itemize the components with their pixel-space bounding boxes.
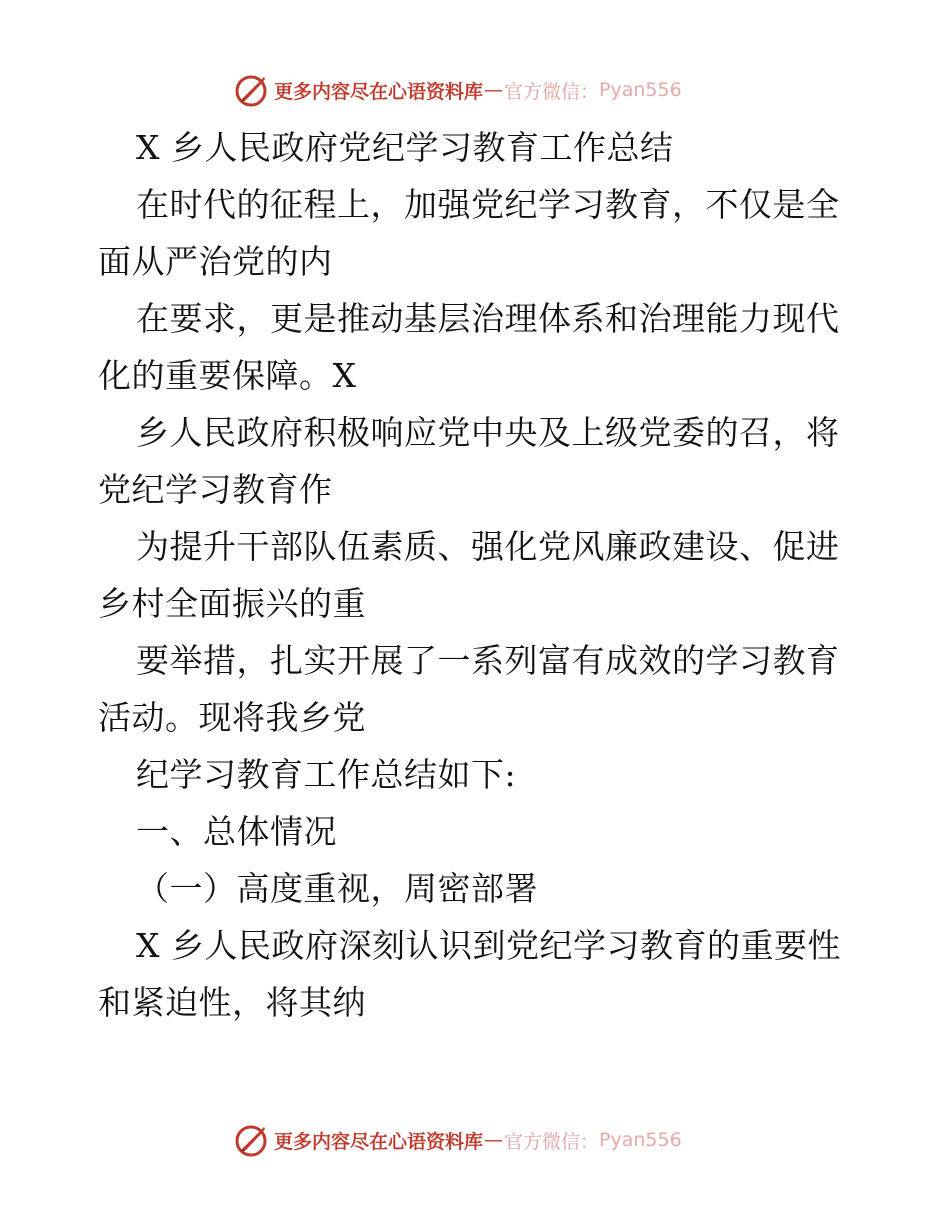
subsection-heading: （一）高度重视，周密部署 bbox=[136, 869, 538, 908]
paragraph-line: 在时代的征程上，加强党纪学习教育，不仅是全 bbox=[136, 185, 840, 224]
banner-dash: — bbox=[484, 79, 504, 101]
paragraph-line: X 乡人民政府深刻认识到党纪学习教育的重要性 bbox=[136, 926, 841, 965]
banner-wechat-account: Pyan556 bbox=[599, 79, 682, 101]
document-title: X 乡人民政府党纪学习教育工作总结 bbox=[136, 128, 674, 167]
footer-banner bbox=[234, 1122, 682, 1158]
paragraph-line: 纪学习教育工作总结如下: bbox=[136, 755, 517, 794]
header-banner bbox=[234, 72, 682, 108]
banner-wechat-account: Pyan556 bbox=[599, 1129, 682, 1151]
paragraph-line: 和紧迫性，将其纳 bbox=[98, 983, 366, 1022]
banner-wechat-label: 官方微信： bbox=[504, 80, 600, 103]
paragraph-line: 在要求，更是推动基层治理体系和治理能力现代 bbox=[136, 299, 840, 338]
paragraph-line: 乡村全面振兴的重 bbox=[98, 584, 366, 623]
section-heading: 一、总体情况 bbox=[136, 812, 337, 851]
pen-logo-icon bbox=[234, 72, 270, 108]
pen-logo-icon bbox=[234, 1122, 270, 1158]
banner-dash: — bbox=[484, 1129, 504, 1151]
paragraph-line: 化的重要保障。X bbox=[98, 356, 357, 395]
paragraph-line: 活动。现将我乡党 bbox=[98, 698, 366, 737]
banner-wechat-label: 官方微信： bbox=[504, 1130, 600, 1153]
paragraph-line: 为提升干部队伍素质、强化党风廉政建设、促进 bbox=[136, 527, 840, 566]
banner-slogan: 更多内容尽在心语资料库 bbox=[274, 80, 484, 103]
paragraph-line: 面从严治党的内 bbox=[98, 242, 333, 281]
paragraph-line: 乡人民政府积极响应党中央及上级党委的召，将 bbox=[136, 413, 840, 452]
paragraph-line: 党纪学习教育作 bbox=[98, 470, 333, 509]
paragraph-line: 要举措，扎实开展了一系列富有成效的学习教育 bbox=[136, 641, 840, 680]
banner-slogan: 更多内容尽在心语资料库 bbox=[274, 1130, 484, 1153]
